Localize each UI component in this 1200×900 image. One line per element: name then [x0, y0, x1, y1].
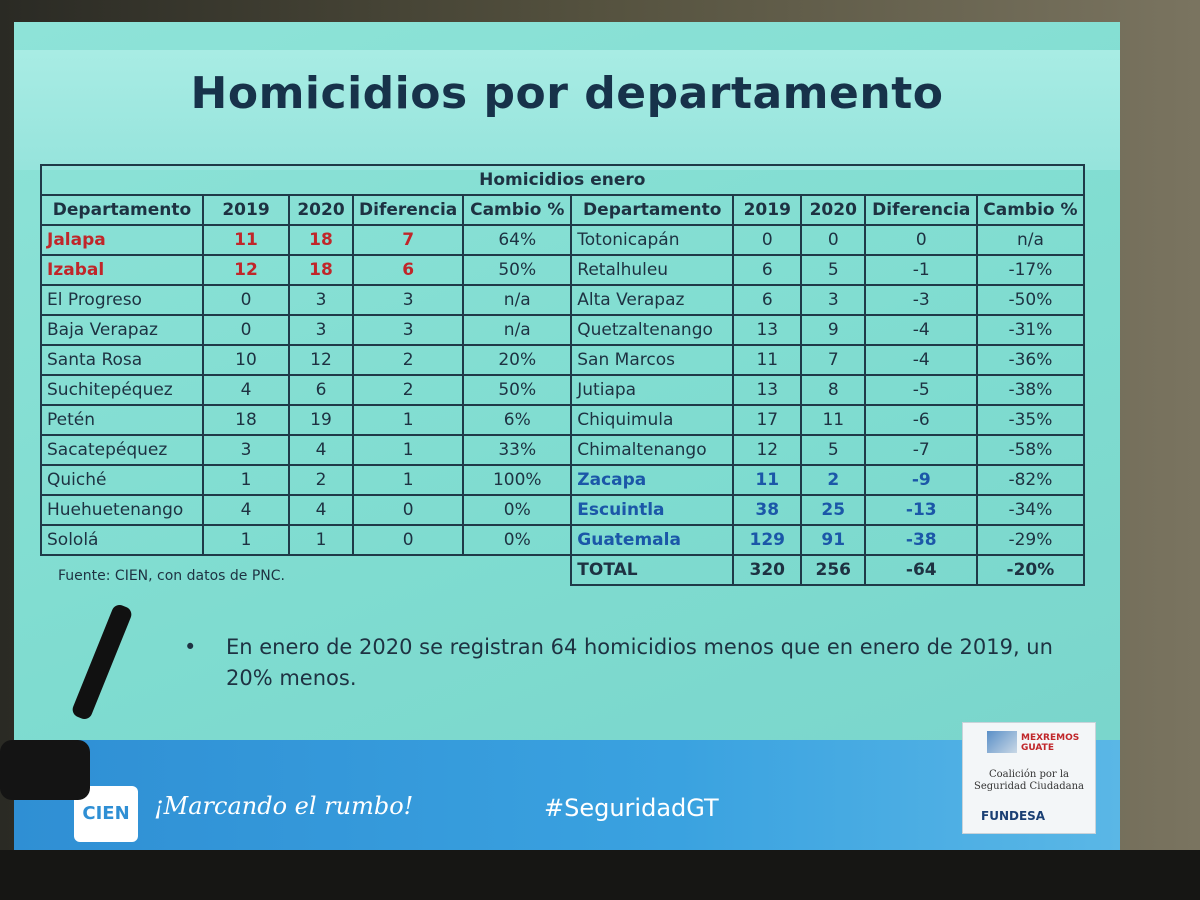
- cell-right-cambio: -58%: [977, 435, 1083, 465]
- cell-right-cambio: -17%: [977, 255, 1083, 285]
- cell-left-cambio: 50%: [463, 375, 571, 405]
- cell-right-y2020: 7: [801, 345, 865, 375]
- cell-left-dif: 3: [353, 285, 463, 315]
- header-diferencia-right: Diferencia: [865, 195, 977, 225]
- cell-left-dep: Huehuetenango: [41, 495, 203, 525]
- table-row: [41, 225, 1084, 255]
- cell-right-cambio: -34%: [977, 495, 1083, 525]
- cell-left-dep: Santa Rosa: [41, 345, 203, 375]
- homicides-table: [40, 164, 1085, 586]
- cell-left-y2019: 4: [203, 375, 289, 405]
- header-cambio-left: Cambio %: [463, 195, 571, 225]
- table-row: [41, 285, 1084, 315]
- cell-left-cambio: 6%: [463, 405, 571, 435]
- cell-right-dif: -7: [865, 435, 977, 465]
- table-row: [41, 495, 1084, 525]
- partner-logo-box: [962, 722, 1096, 834]
- cell-right-y2019: 6: [733, 255, 801, 285]
- cell-left-dif: 2: [353, 345, 463, 375]
- total-y2020: 256: [801, 555, 865, 585]
- cell-right-y2019: 11: [733, 345, 801, 375]
- cell-left-dif: 7: [353, 225, 463, 255]
- table-row: [41, 465, 1084, 495]
- cell-right-y2019: 13: [733, 375, 801, 405]
- cell-left-y2020: 4: [289, 495, 353, 525]
- cell-right-y2020: 5: [801, 435, 865, 465]
- cell-left-cambio: 64%: [463, 225, 571, 255]
- cell-right-dep: Totonicapán: [571, 225, 733, 255]
- table-row: [41, 375, 1084, 405]
- cell-left-y2019: 1: [203, 465, 289, 495]
- cell-right-cambio: -35%: [977, 405, 1083, 435]
- table-row: [41, 405, 1084, 435]
- cell-left-cambio: 20%: [463, 345, 571, 375]
- cell-left-cambio: 33%: [463, 435, 571, 465]
- cell-right-y2019: 38: [733, 495, 801, 525]
- cell-left-y2019: 11: [203, 225, 289, 255]
- total-y2019: 320: [733, 555, 801, 585]
- cell-right-y2019: 0: [733, 225, 801, 255]
- cell-right-dep: Alta Verapaz: [571, 285, 733, 315]
- header-departamento-right: Departamento: [571, 195, 733, 225]
- cell-left-dif: 1: [353, 435, 463, 465]
- header-2020-right: 2020: [801, 195, 865, 225]
- table-header-row: [41, 195, 1084, 225]
- cell-right-dep: Jutiapa: [571, 375, 733, 405]
- slide-title: Homicidios por departamento: [190, 68, 944, 119]
- cell-right-dep: Guatemala: [571, 525, 733, 555]
- cell-left-y2019: 10: [203, 345, 289, 375]
- cell-right-y2020: 3: [801, 285, 865, 315]
- partner-top-text: MEXREMOS GUATE: [1021, 733, 1080, 753]
- slogan: ¡Marcando el rumbo!: [154, 792, 414, 820]
- total-dif: -64: [865, 555, 977, 585]
- header-diferencia-left: Diferencia: [353, 195, 463, 225]
- cell-right-y2019: 129: [733, 525, 801, 555]
- cell-right-dif: -1: [865, 255, 977, 285]
- table-row: [41, 345, 1084, 375]
- cell-left-cambio: 100%: [463, 465, 571, 495]
- cell-right-dep: Zacapa: [571, 465, 733, 495]
- source-note: Fuente: CIEN, con datos de PNC.: [58, 568, 285, 584]
- cell-right-cambio: -31%: [977, 315, 1083, 345]
- cell-left-y2020: 18: [289, 225, 353, 255]
- cell-right-dep: Escuintla: [571, 495, 733, 525]
- table-row: [41, 525, 1084, 555]
- cell-right-y2019: 11: [733, 465, 801, 495]
- cell-left-dep: El Progreso: [41, 285, 203, 315]
- cell-left-dep: Izabal: [41, 255, 203, 285]
- cell-left-dif: 1: [353, 465, 463, 495]
- cell-right-y2019: 17: [733, 405, 801, 435]
- hashtag: #SeguridadGT: [544, 794, 719, 822]
- cell-right-dif: -4: [865, 315, 977, 345]
- cell-right-y2020: 5: [801, 255, 865, 285]
- cell-left-y2019: 0: [203, 315, 289, 345]
- cell-right-y2020: 25: [801, 495, 865, 525]
- empty-cell: [353, 555, 463, 585]
- cell-left-cambio: n/a: [463, 285, 571, 315]
- partner-coalition-text: Coalición por la Seguridad Ciudadana: [974, 769, 1084, 792]
- cell-left-dif: 3: [353, 315, 463, 345]
- microphone-stand: [0, 740, 90, 800]
- cell-left-y2019: 18: [203, 405, 289, 435]
- cell-left-dep: Baja Verapaz: [41, 315, 203, 345]
- cell-left-cambio: n/a: [463, 315, 571, 345]
- cell-right-dif: -4: [865, 345, 977, 375]
- cell-right-y2020: 2: [801, 465, 865, 495]
- header-cambio-right: Cambio %: [977, 195, 1083, 225]
- cell-right-dif: -38: [865, 525, 977, 555]
- cell-right-y2019: 13: [733, 315, 801, 345]
- cell-left-y2020: 18: [289, 255, 353, 285]
- cell-left-dif: 6: [353, 255, 463, 285]
- table-caption-row: [41, 165, 1084, 195]
- presentation-slide: [14, 22, 1120, 850]
- cell-left-cambio: 50%: [463, 255, 571, 285]
- empty-cell: [463, 555, 571, 585]
- cell-right-y2019: 12: [733, 435, 801, 465]
- table-caption: Homicidios enero: [41, 165, 1084, 195]
- header-2020-left: 2020: [289, 195, 353, 225]
- bullet-marker: •: [184, 635, 197, 659]
- slide-footer: [14, 740, 1120, 850]
- cell-left-y2020: 1: [289, 525, 353, 555]
- cell-left-cambio: 0%: [463, 495, 571, 525]
- empty-cell: [289, 555, 353, 585]
- cell-left-dif: 2: [353, 375, 463, 405]
- cell-left-y2019: 3: [203, 435, 289, 465]
- cell-right-dif: -5: [865, 375, 977, 405]
- cell-left-dep: Petén: [41, 405, 203, 435]
- cell-right-y2020: 91: [801, 525, 865, 555]
- cell-left-dep: Jalapa: [41, 225, 203, 255]
- cell-right-dif: 0: [865, 225, 977, 255]
- cell-right-cambio: -36%: [977, 345, 1083, 375]
- cell-right-dep: Chimaltenango: [571, 435, 733, 465]
- bullet-text: En enero de 2020 se registran 64 homicidios menos que en enero de 2019, un 20% menos.: [226, 635, 1053, 690]
- header-2019-left: 2019: [203, 195, 289, 225]
- cell-left-dif: 0: [353, 495, 463, 525]
- cell-left-y2020: 3: [289, 315, 353, 345]
- cell-right-cambio: -50%: [977, 285, 1083, 315]
- cell-right-dif: -9: [865, 465, 977, 495]
- table-row: [41, 255, 1084, 285]
- cell-left-y2020: 3: [289, 285, 353, 315]
- cell-left-dif: 1: [353, 405, 463, 435]
- cell-left-y2019: 12: [203, 255, 289, 285]
- cell-left-y2019: 4: [203, 495, 289, 525]
- cell-left-dep: Sololá: [41, 525, 203, 555]
- fundesa-logo-text: FUNDESA: [981, 809, 1046, 823]
- cell-right-cambio: n/a: [977, 225, 1083, 255]
- total-dep: TOTAL: [571, 555, 733, 585]
- cell-left-y2020: 4: [289, 435, 353, 465]
- cell-right-dep: Quetzaltenango: [571, 315, 733, 345]
- cell-right-cambio: -29%: [977, 525, 1083, 555]
- cell-left-y2020: 19: [289, 405, 353, 435]
- total-cambio: -20%: [977, 555, 1083, 585]
- cell-left-y2019: 0: [203, 285, 289, 315]
- cell-left-y2020: 2: [289, 465, 353, 495]
- header-2019-right: 2019: [733, 195, 801, 225]
- cell-right-cambio: -82%: [977, 465, 1083, 495]
- cell-right-cambio: -38%: [977, 375, 1083, 405]
- cell-right-dep: San Marcos: [571, 345, 733, 375]
- map-icon: [987, 731, 1017, 753]
- cell-left-dep: Quiché: [41, 465, 203, 495]
- cell-right-y2020: 0: [801, 225, 865, 255]
- cell-left-y2019: 1: [203, 525, 289, 555]
- cell-right-dif: -13: [865, 495, 977, 525]
- cell-right-y2020: 8: [801, 375, 865, 405]
- cell-right-dif: -6: [865, 405, 977, 435]
- table-row: [41, 435, 1084, 465]
- cien-logo-text: CIEN: [82, 803, 130, 824]
- cell-right-y2020: 9: [801, 315, 865, 345]
- cell-left-y2020: 12: [289, 345, 353, 375]
- cell-right-y2019: 6: [733, 285, 801, 315]
- screen-bottom-edge: [0, 850, 1200, 900]
- header-departamento-left: Departamento: [41, 195, 203, 225]
- cell-left-y2020: 6: [289, 375, 353, 405]
- cell-left-dif: 0: [353, 525, 463, 555]
- cell-right-dep: Retalhuleu: [571, 255, 733, 285]
- cell-right-y2020: 11: [801, 405, 865, 435]
- cell-left-dep: Suchitepéquez: [41, 375, 203, 405]
- cell-right-dif: -3: [865, 285, 977, 315]
- table-row: [41, 315, 1084, 345]
- cell-right-dep: Chiquimula: [571, 405, 733, 435]
- cell-left-cambio: 0%: [463, 525, 571, 555]
- cell-left-dep: Sacatepéquez: [41, 435, 203, 465]
